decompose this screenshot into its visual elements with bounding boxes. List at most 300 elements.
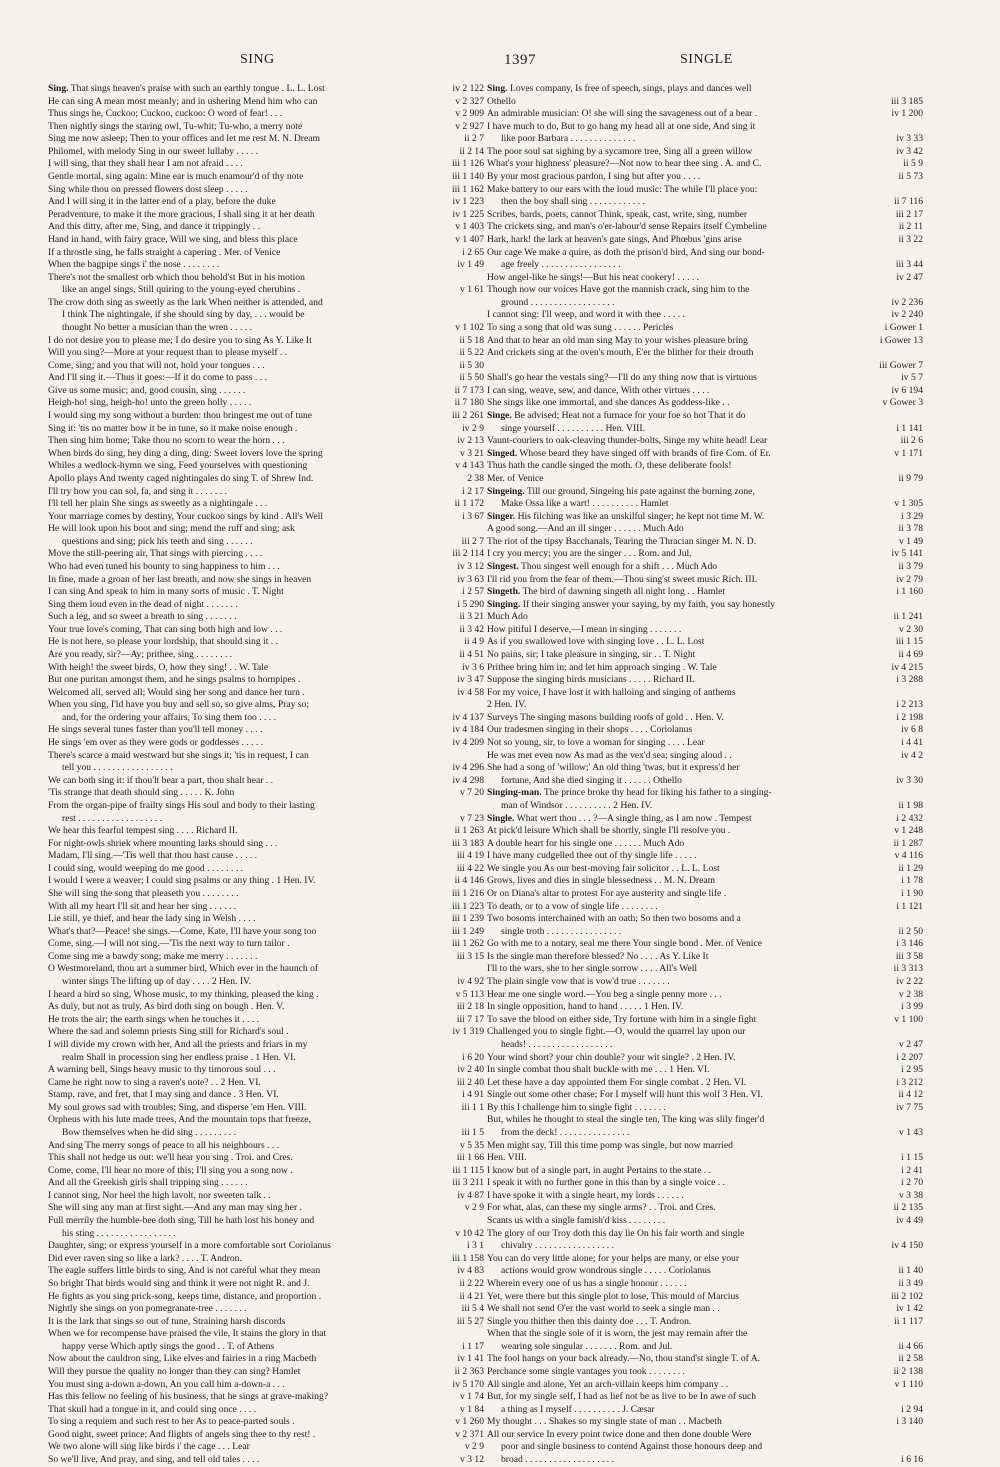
quotation-body: Much Ado	[487, 611, 528, 623]
quotation-text	[62, 322, 252, 335]
quotation-text	[501, 1341, 672, 1354]
reference: ii 5 50	[456, 372, 484, 385]
quotation-text	[487, 1165, 711, 1178]
reference: iv 4 49	[893, 1215, 923, 1228]
quotation-text	[487, 989, 722, 1002]
concordance-line	[487, 875, 923, 888]
quotation-text	[48, 875, 316, 888]
quotation-body: Lie still, ye thief, and hear the lady sing in Welsh . . . .	[48, 913, 256, 925]
quotation-body: Come, sing.—I will not sing.—'Tis the next way to turn tailor .	[48, 938, 290, 950]
concordance-line	[48, 712, 484, 725]
concordance-line	[48, 1353, 484, 1366]
concordance-line	[487, 209, 923, 222]
quotation-body: and, for the ordering your affairs, To sing them too . . . .	[62, 711, 276, 723]
reference: iv 4 137	[450, 712, 484, 725]
concordance-line	[48, 335, 484, 348]
quotation-body: When you sing, I'ld have you buy and sell so, so give alms, Pray so;	[48, 699, 309, 711]
quotation-body: With heigh! the sweet birds, O, how they sing! . . W. Tale	[48, 661, 269, 673]
concordance-line	[487, 574, 923, 587]
quotation-text	[48, 1077, 261, 1090]
quotation-body: winter sings The lifting up of day . . . . 2 Hen. IV.	[62, 976, 252, 988]
reference: iv 3 42	[893, 146, 923, 159]
quotation-text	[487, 674, 695, 687]
concordance-line	[48, 1102, 484, 1115]
quotation-text	[487, 548, 692, 561]
quotation-body: The glory of our Troy doth this day lie On his fair worth and single	[487, 1227, 745, 1239]
quotation-text	[487, 536, 756, 549]
quotation-text	[62, 536, 253, 549]
quotation-body: Surveys The singing masons building roofs of gold . . Hen. V.	[487, 711, 724, 723]
reference: iv 2 236	[889, 297, 923, 310]
concordance-line	[487, 297, 923, 310]
quotation-text	[501, 498, 669, 511]
quotation-body: single troth . . . . . . . . . . . . . . . .	[501, 925, 622, 937]
quotation-text	[487, 750, 732, 763]
concordance-line	[48, 234, 484, 247]
quotation-text	[487, 272, 699, 285]
concordance-line	[487, 624, 923, 637]
concordance-line	[487, 963, 923, 976]
quotation-body: Our tradesmen singing in their shops . . . . Coriolanus	[487, 724, 693, 736]
concordance-line	[487, 926, 923, 939]
reference: i 1 121	[893, 901, 923, 914]
quotation-text	[48, 146, 258, 159]
reference: v 2 371	[452, 1429, 484, 1442]
quotation-text	[48, 1278, 310, 1291]
concordance-line	[487, 1404, 923, 1417]
reference: i 1 78	[898, 875, 923, 888]
quotation-text	[487, 1014, 756, 1027]
concordance-line	[48, 1366, 484, 1379]
reference: iii 1 216	[449, 888, 484, 901]
concordance-line	[48, 599, 484, 612]
concordance-line	[487, 221, 923, 234]
quotation-body: He was met even now As mad as the vex'd sea; singing aloud . .	[487, 749, 732, 761]
concordance-line	[487, 599, 923, 612]
quotation-text	[48, 687, 305, 700]
quotation-body: actions would grow wondrous single . . . . . Coriolanus	[501, 1265, 711, 1277]
quotation-body: Your marriage comes by destiny, Your cuckoo sings by kind . All's Well	[48, 510, 323, 522]
reference: ii 2 363	[452, 1366, 484, 1379]
quotation-body: his sting . . . . . . . . . . . . . . . . .	[62, 1227, 176, 1239]
quotation-body: An admirable musician: O! she will sing the savageness out of a bear .	[487, 108, 758, 120]
concordance-line	[487, 1253, 923, 1266]
headword: Singing-man.	[487, 787, 542, 799]
concordance-line	[48, 1077, 484, 1090]
concordance-line	[48, 1114, 484, 1127]
quotation-body: Move the still-peering air, That sings with piercing . . . .	[48, 548, 263, 560]
reference: v 10 42	[452, 1228, 484, 1241]
reference: iv 1 200	[889, 108, 923, 121]
concordance-line	[487, 1278, 923, 1291]
reference: v 2 30	[896, 624, 923, 637]
concordance-line	[487, 1429, 923, 1442]
quotation-text	[48, 724, 262, 737]
quotation-body: His filching was like an unskilful singer; he kept not time M. W.	[517, 510, 765, 522]
quotation-body: Sing it: 'tis no matter how it be in tune, so it make noise enough .	[48, 422, 298, 434]
quotation-text	[487, 813, 752, 826]
quotation-text	[487, 234, 742, 247]
quotation-body: Single you thither then this dainty doe . . . T. Andron.	[487, 1315, 692, 1327]
concordance-line	[487, 171, 923, 184]
quotation-text	[487, 460, 732, 473]
quotation-text	[501, 1404, 655, 1417]
quotation-text	[62, 309, 304, 322]
reference: ii 3 313	[891, 963, 923, 976]
reference: iv 4 209	[450, 737, 484, 750]
concordance-line	[487, 1089, 923, 1102]
reference: iv 2 47	[893, 272, 923, 285]
reference: iii 3 185	[888, 96, 923, 109]
quotation-text	[487, 1152, 527, 1165]
quotation-body: questions and sing; pick his teeth and sing . . . . . .	[62, 535, 253, 547]
quotation-text	[487, 624, 681, 637]
quotation-body: You must sing a-down a-down, An you call him a-down-a . . .	[48, 1378, 285, 1390]
quotation-text	[48, 1316, 285, 1329]
reference: iii 2 102	[888, 1291, 923, 1304]
quotation-text	[487, 473, 544, 486]
concordance-line	[48, 611, 484, 624]
reference: ii 7 116	[891, 196, 923, 209]
quotation-text	[487, 649, 695, 662]
concordance-line	[487, 1341, 923, 1354]
reference: v 1 407	[452, 234, 484, 247]
quotation-text	[48, 561, 280, 574]
quotation-body: man of Windsor . . . . . . . . . . 2 Hen. IV.	[501, 799, 653, 811]
quotation-body: Sing while thou on pressed flowers dost sleep . . . . .	[48, 183, 248, 195]
concordance-line	[487, 1316, 923, 1329]
quotation-body: He is not here, so please your lordship, that should sing it . .	[48, 636, 278, 648]
headword: Singeth.	[487, 586, 521, 598]
concordance-line	[487, 259, 923, 272]
quotation-body: To save the blood on either side, Try fortune with him in a single fight	[487, 1013, 757, 1025]
reference: v 1 305	[891, 498, 923, 511]
reference: iii 1 15	[893, 636, 923, 649]
quotation-body: poor and single business to contend Against those honours deep and	[501, 1441, 763, 1453]
quotation-text	[48, 272, 305, 285]
quotation-body: That sings heaven's praise with such an earthly tongue . L. L. Lost	[70, 83, 325, 94]
reference: i 1 160	[893, 586, 923, 599]
reference: i 2 70	[898, 1177, 923, 1190]
quotation-body: Apollo plays And twenty caged nightingales do sing T. of Shrew Ind.	[48, 472, 314, 484]
concordance-line	[48, 636, 484, 649]
quotation-body: broad . . . . . . . . . . . . . . . . . . .	[501, 1454, 614, 1466]
reference: iv 4 184	[450, 724, 484, 737]
concordance-line	[487, 1039, 923, 1052]
quotation-body: As if you swallowed love with singing love . . L. L. Lost	[487, 636, 705, 648]
quotation-body: I have spoke it with a single heart, my lords . . . . . .	[487, 1189, 684, 1201]
concordance-line	[48, 674, 484, 687]
concordance-line	[487, 536, 923, 549]
concordance-line	[487, 397, 923, 410]
reference: iii 2 261	[449, 410, 484, 423]
quotation-text	[48, 574, 311, 587]
reference: v Gower 3	[880, 397, 924, 410]
quotation-text	[487, 561, 717, 574]
reference: i 6 20	[459, 1052, 484, 1065]
concordance-line	[487, 146, 923, 159]
concordance-line	[487, 435, 923, 448]
quotation-body: I will sing, that they shall hear I am not afraid . . . .	[48, 158, 243, 170]
reference: iv 2 22	[893, 976, 923, 989]
reference: ii 9 79	[895, 473, 923, 486]
quotation-body: Gentle mortal, sing again: Mine ear is much enamour'd of thy note	[48, 171, 304, 183]
reference: iii 1 126	[449, 158, 484, 171]
quotation-text	[487, 875, 715, 888]
quotation-text	[48, 1152, 293, 1165]
quotation-body: And crickets sing at the oven's mouth, E'er the blither for their drouth	[487, 347, 754, 359]
reference: iii 3 44	[893, 259, 923, 272]
concordance-line	[48, 1039, 484, 1052]
quotation-body: Good night, sweet prince; And flights of angels sing thee to thy rest! .	[48, 1428, 316, 1440]
quotation-text	[62, 813, 162, 826]
quotation-body: For my voice, I have lost it with halloing and singing of anthems	[487, 686, 736, 698]
reference: i 5 290	[454, 599, 484, 612]
reference: ii 4 66	[895, 1341, 923, 1354]
reference: i 3 29	[898, 511, 923, 524]
reference: iv 3 33	[893, 133, 923, 146]
reference: i 2 198	[893, 712, 923, 725]
quotation-text	[501, 1039, 612, 1052]
quotation-body: The crickets sing, and man's o'er-labour'd sense Repairs itself Cymbeline	[487, 221, 767, 233]
reference: ii 1 172	[452, 498, 484, 511]
quotation-body: At pick'd leisure Which shall be shortly, single I'll resolve you .	[487, 825, 731, 837]
quotation-text	[48, 1026, 288, 1039]
reference: iv 4 150	[889, 1240, 923, 1253]
quotation-body: Your wind short? your chin double? your wit single? . 2 Hen. IV.	[487, 1051, 736, 1063]
quotation-body: Will they pursue the quality no longer than they can sing? Hamlet	[48, 1365, 301, 1377]
quotation-text	[487, 724, 692, 737]
quotation-body: I would I were a weaver; I could sing psalms or any thing . 1 Hen. IV.	[48, 875, 316, 887]
quotation-text	[487, 611, 528, 624]
reference: iii 1 262	[449, 938, 484, 951]
reference: v 5 35	[457, 1140, 484, 1153]
concordance-line	[487, 1177, 923, 1190]
reference: iii 2 40	[454, 1077, 484, 1090]
reference: ii 2 14	[456, 146, 484, 159]
quotation-text	[48, 1215, 314, 1228]
headword: Singe.	[487, 410, 512, 422]
reference: iv 4 2	[898, 750, 923, 763]
quotation-body: Whose beard they have singed off with brands of fire Com. of Er.	[519, 447, 771, 459]
quotation-body: The bird of dawning singeth all night long . . Hamlet	[522, 586, 726, 598]
quotation-text	[48, 435, 285, 448]
quotation-body: Heigh-ho! sing, heigh-ho! unto the green holly . . . . .	[48, 397, 252, 409]
concordance-line	[487, 486, 923, 499]
quotation-body: ground . . . . . . . . . . . . . . . . . .	[501, 296, 615, 308]
concordance-line	[487, 335, 923, 348]
headword: Sing.	[48, 83, 69, 94]
quotation-text	[487, 523, 684, 536]
quotation-text	[487, 951, 708, 964]
concordance-line	[48, 184, 484, 197]
quotation-text	[48, 1039, 307, 1052]
quotation-body: Then nightly sings the staring owl, Tu-whit; Tu-who, a merry note	[48, 120, 303, 132]
quotation-body: Has this fellow no feeling of his business, that he sings at grave-making?	[48, 1391, 329, 1403]
concordance-line	[48, 750, 484, 763]
reference: v 5 113	[453, 989, 484, 1002]
concordance-line	[487, 838, 923, 851]
concordance-line	[48, 1429, 484, 1442]
concordance-line	[487, 1114, 923, 1127]
quotation-body: I can sing And speak to him in many sorts of music . T. Night	[48, 586, 284, 598]
quotation-text	[501, 133, 635, 146]
quotation-body: I think The nightingale, if she should sing by day, . . . would be	[62, 309, 305, 321]
quotation-text	[48, 624, 282, 637]
concordance-line	[48, 146, 484, 159]
quotation-body: If a throstle sing, he falls straight a capering . Mer. of Venice	[48, 246, 281, 258]
reference: iii 3 183	[449, 838, 484, 851]
quotation-body: I have much to do, But to go hang my head all at one side, And sing it	[487, 120, 756, 132]
concordance-line	[487, 1014, 923, 1027]
quotation-body: He sings 'em over as they were gods or goddesses . . . . .	[48, 737, 264, 749]
quotation-body: When birds do sing, hey ding a ding, ding: Sweet lovers love the spring	[48, 447, 323, 459]
concordance-line	[487, 674, 923, 687]
concordance-line	[487, 309, 923, 322]
concordance-line	[487, 184, 923, 197]
concordance-line	[487, 649, 923, 662]
quotation-body: Make Ossa like a wart! . . . . . . . . . . Hamlet	[501, 498, 669, 510]
quotation-text	[48, 1303, 247, 1316]
quotation-body: And all the Greekish girls shall tripping sing . . . . . .	[48, 1177, 248, 1189]
quotation-body: Grows, lives and dies in single blessedness . . M. N. Dream	[487, 875, 716, 887]
quotation-text	[501, 1127, 629, 1140]
reference: iv 3 30	[893, 775, 923, 788]
quotation-body: rest . . . . . . . . . . . . . . . . . .	[62, 812, 163, 824]
reference: i 2 207	[893, 1052, 923, 1065]
quotation-body: He sings several tunes faster than you'll tell money . . . .	[48, 724, 263, 736]
reference: i 6 16	[898, 1454, 923, 1467]
reference: ii 5 73	[895, 171, 923, 184]
reference: ii 3 78	[895, 523, 923, 536]
quotation-text	[487, 1278, 687, 1291]
concordance-line	[48, 209, 484, 222]
quotation-body: heads! . . . . . . . . . . . . . . . . . .	[501, 1038, 613, 1050]
quotation-text	[48, 863, 243, 876]
left-column	[48, 83, 484, 1467]
reference: v 1 248	[891, 825, 923, 838]
concordance-line	[48, 574, 484, 587]
quotation-body: Perchance some single vantages you took . . . . . . . .	[487, 1365, 685, 1377]
concordance-line	[487, 1366, 923, 1379]
reference: iii 1 158	[449, 1253, 484, 1266]
quotation-body: The eagle suffers little birds to sing, And is not careful what they mean	[48, 1265, 321, 1277]
quotation-text	[48, 1114, 311, 1127]
reference: i 4 41	[898, 737, 923, 750]
reference: iv 6 194	[889, 385, 923, 398]
quotation-text	[487, 963, 697, 976]
quotation-text	[48, 1429, 315, 1442]
quotation-text	[48, 410, 312, 423]
quotation-text	[487, 599, 775, 612]
quotation-text	[487, 699, 526, 712]
quotation-body: Thus sings he, Cuckoo; Cuckoo, cuckoo: O word of fear! . . .	[48, 108, 283, 120]
quotation-body: Where the sad and solemn priests Sing still for Richard's soul .	[48, 1026, 289, 1038]
quotation-body: wearing sole singular . . . . . . . Rom. and Jul.	[501, 1340, 673, 1352]
quotation-text	[48, 825, 237, 838]
quotation-text	[487, 83, 752, 96]
concordance-line	[48, 1265, 484, 1278]
quotation-text	[487, 221, 767, 234]
quotation-text	[48, 196, 276, 209]
concordance-line	[48, 259, 484, 272]
quotation-text	[48, 750, 309, 763]
quotation-body: And sing The merry songs of peace to all his neighbours . . .	[48, 1139, 280, 1151]
quotation-text	[48, 385, 245, 398]
reference: iv 3 6	[459, 662, 484, 675]
quotation-body: The crow doth sing as sweetly as the lark When neither is attended, and	[48, 296, 323, 308]
quotation-text	[487, 372, 757, 385]
concordance-line	[487, 825, 923, 838]
quotation-body: And that to hear an old man sing May to your wishes pleasure bring	[487, 334, 748, 346]
quotation-body: Whiles a wedlock-hymn we sing, Feed yourselves with questioning	[48, 460, 308, 472]
concordance-line	[48, 1291, 484, 1304]
quotation-body: Make battery to our ears with the loud music: The while I'll place you:	[487, 183, 758, 195]
quotation-text	[487, 1379, 728, 1392]
quotation-text	[487, 1429, 751, 1442]
quotation-body: Wherein every one of us has a single honour . . . . . .	[487, 1277, 687, 1289]
quotation-text	[487, 108, 757, 121]
quotation-text	[48, 486, 227, 499]
concordance-line	[48, 1404, 484, 1417]
concordance-line	[487, 83, 923, 96]
quotation-text	[62, 1052, 296, 1065]
quotation-text	[48, 1089, 279, 1102]
concordance-line	[487, 1127, 923, 1140]
quotation-body: The riot of the tipsy Bacchanals, Tearing the Thracian singer M. N. D.	[487, 535, 757, 547]
concordance-line	[487, 1064, 923, 1077]
concordance-line	[48, 1454, 484, 1467]
quotation-text	[48, 1404, 256, 1417]
concordance-line	[48, 775, 484, 788]
quotation-body: In single opposition, hand to hand . . . . . 1 Hen. IV.	[487, 1001, 684, 1013]
reference: iii 2 18	[454, 1001, 484, 1014]
concordance-line	[487, 800, 923, 813]
quotation-body: Hen. VIII.	[487, 1152, 527, 1164]
quotation-text	[487, 209, 747, 222]
quotation-text	[48, 121, 302, 134]
concordance-line	[487, 1391, 923, 1404]
quotation-text	[48, 888, 239, 901]
quotation-body: Philomel, with melody Sing in our sweet lullaby . . . . .	[48, 145, 258, 157]
quotation-body: I'll try how you can sol, fa, and sing it . . . . . . .	[48, 485, 227, 497]
quotation-text	[48, 1014, 259, 1027]
quotation-body: Bow themselves when he did sing . . . . . . . . .	[62, 1126, 237, 1138]
quotation-text	[48, 171, 303, 184]
quotation-text	[48, 96, 317, 109]
concordance-line	[48, 133, 484, 146]
concordance-line	[487, 913, 923, 926]
reference: i Gower 13	[877, 335, 923, 348]
concordance-line	[487, 158, 923, 171]
quotation-body: We hear this fearful tempest sing . . . . Richard II.	[48, 825, 238, 837]
concordance-line	[48, 1190, 484, 1203]
reference: iii 4 19	[454, 850, 484, 863]
quotation-text	[487, 1328, 747, 1341]
reference: iv 3 12	[454, 561, 484, 574]
quotation-body: To death, or to a vow of single life . . . . . . . .	[487, 900, 658, 912]
reference: ii 3 79	[895, 561, 923, 574]
quotation-body: I'll rid you from the fear of them.—Thou sing'st sweet music Rich. III.	[487, 573, 758, 585]
headword: Singing.	[487, 598, 521, 610]
quotation-body: A good song.—And an ill singer . . . . . . Much Ado	[487, 523, 684, 535]
concordance-line	[48, 662, 484, 675]
quotation-body: Till our ground, Singeing his pate against the burning zone,	[526, 485, 755, 497]
quotation-text	[487, 96, 516, 109]
concordance-line	[487, 448, 923, 461]
concordance-line	[48, 724, 484, 737]
reference: v 1 49	[896, 536, 923, 549]
